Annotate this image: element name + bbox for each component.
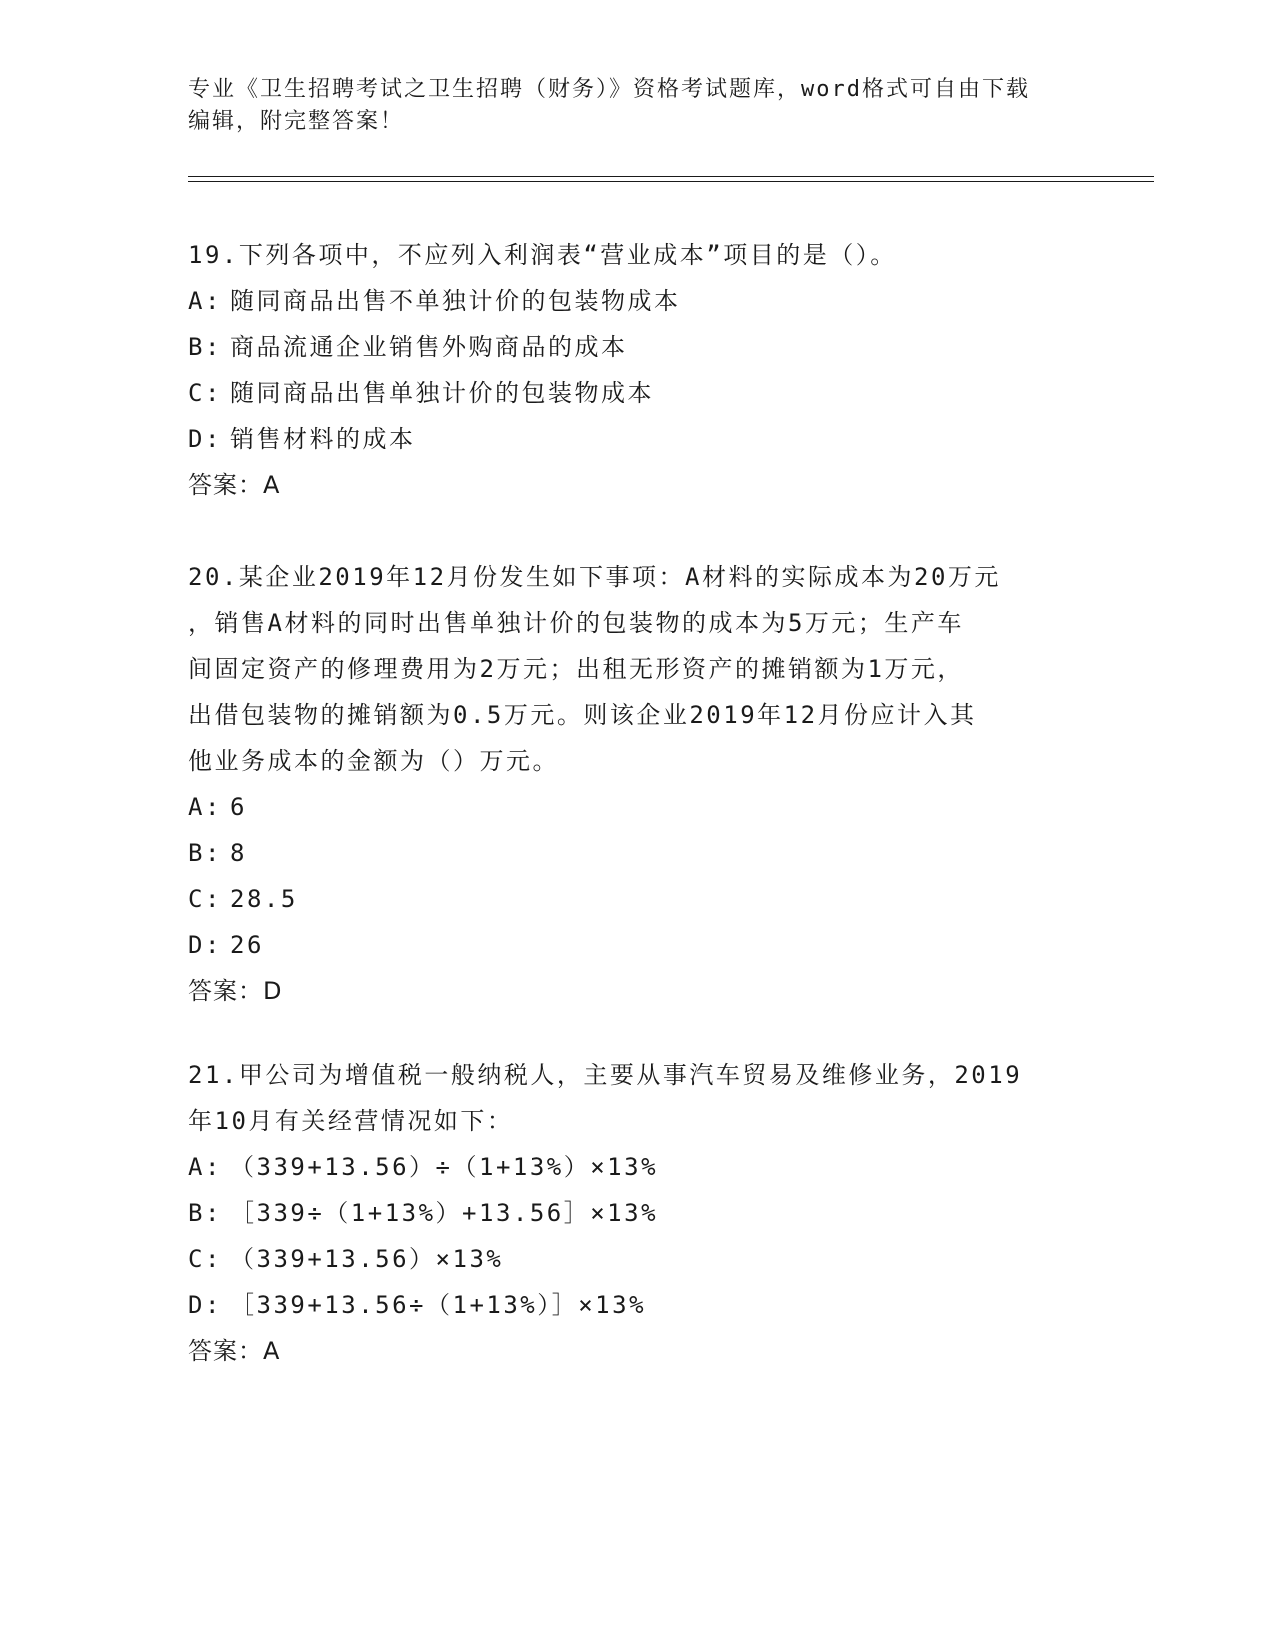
option-a xyxy=(188,1144,1088,1190)
option-key: D: xyxy=(188,425,222,453)
option-key: A: xyxy=(188,793,222,821)
question-20 xyxy=(188,554,1088,1014)
option-key: D: xyxy=(188,931,222,959)
option-text: （339+13.56）×13% xyxy=(230,1245,504,1273)
question-19 xyxy=(188,232,1088,508)
header-line-2: 编辑，附完整答案！ xyxy=(188,109,405,134)
option-text: ［339+13.56÷（1+13%）］×13% xyxy=(230,1291,647,1319)
option-d xyxy=(188,1282,1088,1328)
header-divider-top xyxy=(188,176,1154,177)
option-text: 8 xyxy=(230,839,247,867)
option-b xyxy=(188,324,1088,370)
option-d xyxy=(188,922,1088,968)
question-stem-line: 21.甲公司为增值税一般纳税人，主要从事汽车贸易及维修业务，2019 xyxy=(188,1061,1023,1089)
answer-label: 答案：A xyxy=(188,471,281,499)
question-stem-line: 年10月有关经营情况如下： xyxy=(188,1107,514,1135)
option-text: 随同商品出售单独计价的包装物成本 xyxy=(230,379,654,407)
option-c xyxy=(188,1236,1088,1282)
option-a xyxy=(188,278,1088,324)
option-a xyxy=(188,784,1088,830)
question-21 xyxy=(188,1052,1088,1374)
header-divider-bottom xyxy=(188,181,1154,182)
document-header xyxy=(188,74,1088,138)
option-text: 6 xyxy=(230,793,247,821)
option-key: C: xyxy=(188,1245,222,1273)
option-text: 商品流通企业销售外购商品的成本 xyxy=(230,333,628,361)
answer-label: 答案：D xyxy=(188,977,283,1005)
option-d xyxy=(188,416,1088,462)
header-line-1: 专业《卫生招聘考试之卫生招聘（财务）》资格考试题库，word格式可自由下载 xyxy=(188,77,1030,102)
option-key: D: xyxy=(188,1291,222,1319)
option-c xyxy=(188,876,1088,922)
question-stem-line: 出借包装物的摊销额为0.5万元。则该企业2019年12月份应计入其 xyxy=(188,701,977,729)
option-key: C: xyxy=(188,379,222,407)
option-c xyxy=(188,370,1088,416)
option-text: 销售材料的成本 xyxy=(230,425,416,453)
option-text: 26 xyxy=(230,931,264,959)
option-text: 随同商品出售不单独计价的包装物成本 xyxy=(230,287,681,315)
option-key: B: xyxy=(188,333,222,361)
question-stem-line: 20.某企业2019年12月份发生如下事项：A材料的实际成本为20万元 xyxy=(188,563,1001,591)
question-stem-line: ，销售A材料的同时出售单独计价的包装物的成本为5万元；生产车 xyxy=(188,609,964,637)
option-key: B: xyxy=(188,1199,222,1227)
option-key: C: xyxy=(188,885,222,913)
option-key: B: xyxy=(188,839,222,867)
option-text: ［339÷（1+13%）+13.56］×13% xyxy=(230,1199,659,1227)
question-stem-line: 他业务成本的金额为（）万元。 xyxy=(188,747,559,775)
option-b xyxy=(188,1190,1088,1236)
option-text: （339+13.56）÷（1+13%）×13% xyxy=(230,1153,659,1181)
option-b xyxy=(188,830,1088,876)
option-key: A: xyxy=(188,1153,222,1181)
option-text: 28.5 xyxy=(230,885,298,913)
answer-label: 答案：A xyxy=(188,1337,281,1365)
option-key: A: xyxy=(188,287,222,315)
question-stem-line: 19.下列各项中，不应列入利润表“营业成本”项目的是（）。 xyxy=(188,241,897,269)
question-stem-line: 间固定资产的修理费用为2万元；出租无形资产的摊销额为1万元， xyxy=(188,655,964,683)
